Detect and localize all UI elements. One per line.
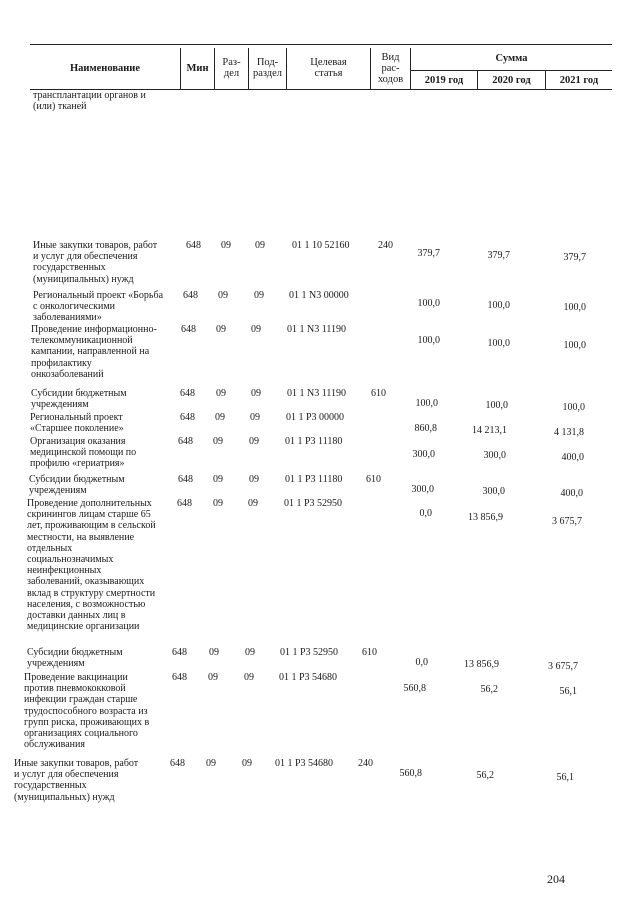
col-header-podrazdel: Под- раздел [252,57,283,79]
row-razdel: 09 [218,290,228,301]
row-sum-2019: 0,0 [419,508,432,519]
col-header-2020: 2020 год [492,74,531,86]
row-target: 01 1 P3 11180 [285,436,343,447]
row-sum-2021: 3 675,7 [552,516,582,527]
row-sum-2020: 13 856,9 [468,512,503,523]
row-sum-2021: 56,1 [559,686,577,697]
row-sum-2021: 3 675,7 [548,661,578,672]
row-sum-2019: 100,0 [417,335,440,346]
row-podrazdel: 09 [250,412,260,423]
page-number: 204 [547,872,565,886]
row-razdel: 09 [215,412,225,423]
row-min: 648 [172,672,187,683]
row-target: 01 1 P3 54680 [275,758,334,769]
row-vid: 240 [378,240,393,251]
row-min: 648 [177,498,192,509]
row-podrazdel: 09 [254,290,264,301]
col-header-vid: Вид рас- ходов [377,51,404,85]
row-vid: 610 [366,474,381,485]
row-sum-2020: 13 856,9 [464,659,499,670]
row-sum-2020: 379,7 [487,250,510,261]
row-target: 01 1 N3 11190 [287,324,346,335]
row-min: 648 [178,436,193,447]
col-header-summa: Сумма [495,52,528,64]
row-sum-2019: 300,0 [411,484,434,495]
row-min: 648 [178,474,193,485]
row-sum-2020: 300,0 [482,486,505,497]
col-header-target: Целевая статья [310,57,347,79]
row-target: 01 1 P3 54680 [279,672,338,683]
row-name: Проведение вакцинации против пневмококковой инфекции граждан старше трудоспособного возраста из групп риска, проживающих в организациях социального обслуживания [24,672,150,751]
row-sum-2020: 300,0 [483,450,506,461]
row-sum-2020: 100,0 [485,400,508,411]
row-vid: 240 [358,758,373,769]
row-podrazdel: 09 [248,498,258,509]
row-podrazdel: 09 [242,758,252,769]
row-min: 648 [180,412,195,423]
row-podrazdel: 09 [249,474,259,485]
row-name: Организация оказания медицинской помощи по профилю «гериатрия» [30,436,137,470]
row-sum-2019: 860,8 [414,423,437,434]
row-target: 01 1 P3 52950 [284,498,343,509]
row-sum-2021: 379,7 [563,252,586,263]
row-name: Субсидии бюджетным учреждениям [29,474,125,497]
table-header [30,44,612,90]
row-sum-2019: 560,8 [403,683,426,694]
row-min: 648 [180,388,195,399]
row-min: 648 [183,290,198,301]
row-name: Проведение информационно- телекоммуникационной кампании, направленной на профилактику онкозаболеваний [31,324,157,380]
row-razdel: 09 [221,240,231,251]
row-sum-2021: 400,0 [561,452,584,463]
row-name: Иные закупки товаров, работ и услуг для обеспечения государственных (муниципальных) нужд [33,240,158,285]
row-min: 648 [170,758,185,769]
header-top-rule [30,44,612,45]
continued-row-text: трансплантации органов и (или) тканей [33,90,146,113]
row-podrazdel: 09 [245,647,255,658]
row-name: Проведение дополнительных скринингов лицам старше 65 лет, проживающим в сельской местности, на выявление отдельных социальнозначимых неинфекционных заболеваний, оказывающих вклад в структуру смертности населения, с возможностью доставки данных лиц в медицинские организации [27,498,156,633]
row-sum-2019: 100,0 [417,298,440,309]
row-razdel: 09 [216,324,226,335]
row-razdel: 09 [206,758,216,769]
row-razdel: 09 [208,672,218,683]
row-podrazdel: 09 [251,388,261,399]
col-header-min: Мин [186,62,209,74]
row-sum-2021: 100,0 [563,302,586,313]
row-razdel: 09 [213,436,223,447]
row-target: 01 1 10 52160 [292,240,350,251]
row-sum-2019: 0,0 [415,657,428,668]
row-sum-2021: 4 131,8 [554,427,584,438]
row-podrazdel: 09 [244,672,254,683]
row-sum-2019: 560,8 [399,768,422,779]
row-sum-2019: 379,7 [417,248,440,259]
row-min: 648 [181,324,196,335]
row-sum-2021: 100,0 [562,402,585,413]
row-target: 01 1 N3 11190 [287,388,346,399]
row-target: 01 1 N3 00000 [289,290,349,301]
row-razdel: 09 [216,388,226,399]
row-name: Субсидии бюджетным учреждениям [27,647,123,670]
row-vid: 610 [371,388,386,399]
row-sum-2020: 14 213,1 [472,425,507,436]
row-sum-2020: 100,0 [487,338,510,349]
row-sum-2020: 56,2 [476,770,494,781]
row-target: 01 1 P3 11180 [285,474,343,485]
row-name: Региональный проект «Борьба с онкологическими заболеваниями» [33,290,164,324]
row-razdel: 09 [209,647,219,658]
col-header-name: Наименование [70,62,140,74]
row-podrazdel: 09 [251,324,261,335]
row-sum-2020: 56,2 [480,684,498,695]
row-name: Иные закупки товаров, работ и услуг для обеспечения государственных (муниципальных) нужд [14,758,139,803]
row-name: Субсидии бюджетным учреждениям [31,388,127,411]
row-vid: 610 [362,647,377,658]
row-sum-2019: 300,0 [412,449,435,460]
row-podrazdel: 09 [249,436,259,447]
row-sum-2021: 56,1 [556,772,574,783]
row-name: Региональный проект «Старшее поколение» [30,412,124,435]
row-target: 01 1 P3 00000 [286,412,345,423]
row-podrazdel: 09 [255,240,265,251]
col-header-2021: 2021 год [559,74,599,86]
row-razdel: 09 [213,474,223,485]
row-sum-2021: 100,0 [563,340,586,351]
row-min: 648 [172,647,187,658]
row-razdel: 09 [213,498,223,509]
row-target: 01 1 P3 52950 [280,647,339,658]
row-sum-2020: 100,0 [487,300,510,311]
row-sum-2021: 400,0 [560,488,583,499]
row-sum-2019: 100,0 [415,398,438,409]
col-header-2019: 2019 год [424,74,464,86]
row-min: 648 [186,240,201,251]
col-header-razdel: Раз- дел [222,57,241,79]
